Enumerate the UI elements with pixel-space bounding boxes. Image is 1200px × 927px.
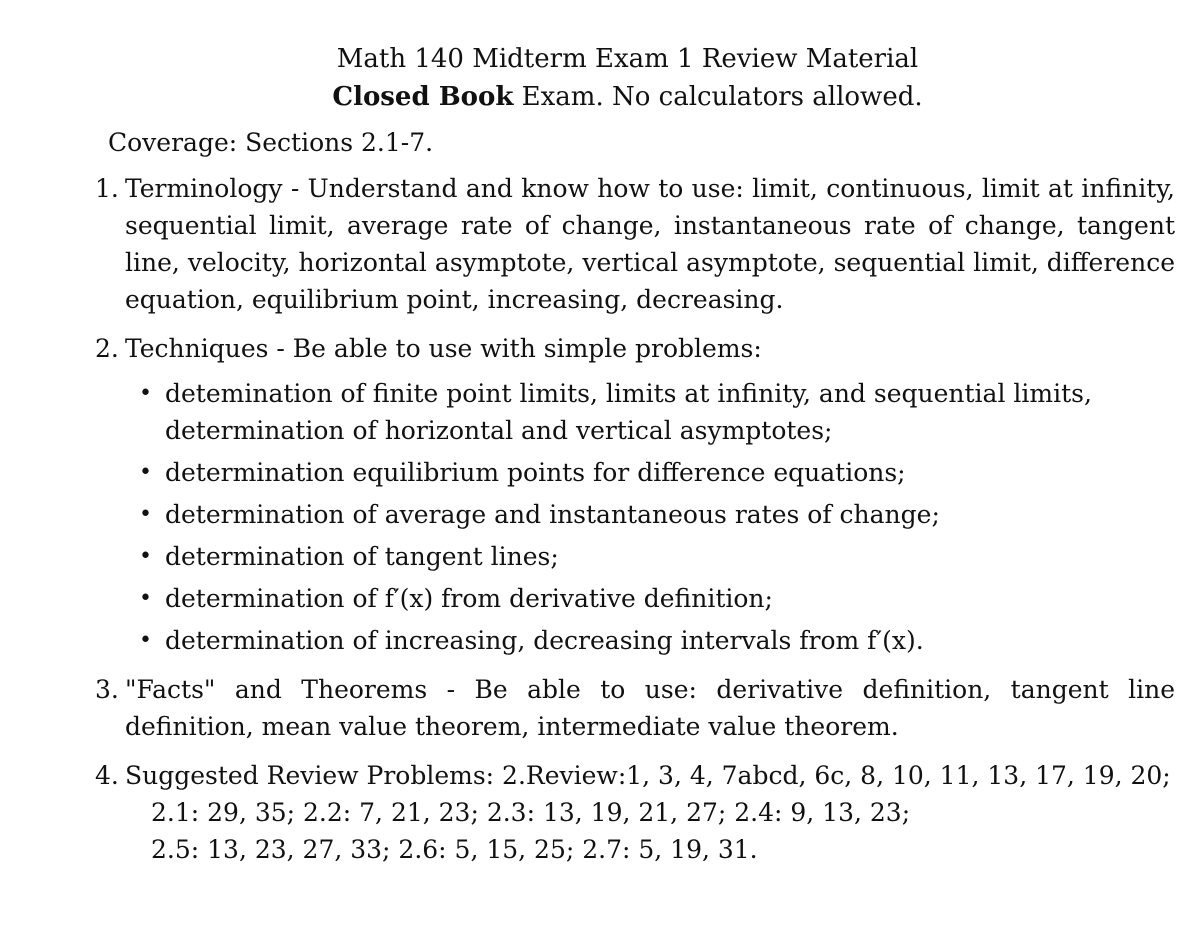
page-subtitle: [0, 78, 1200, 116]
bullet-item: [125, 375, 1175, 449]
problem-line: 2.1: 29, 35; 2.2: 7, 21, 23; 2.3: 13, 19, 21, 27; 2.4: 9, 13, 23;: [151, 798, 911, 827]
list-item-terminology: [95, 170, 1175, 318]
item-number: 3.: [95, 675, 119, 704]
item-text: Techniques - Be able to use with simple problems:: [125, 334, 762, 363]
item-number: 4.: [95, 761, 119, 790]
list-item-facts-theorems: [95, 671, 1175, 745]
bullet-item: [125, 538, 1175, 575]
list-item-techniques: [95, 330, 1175, 659]
bullet-text: determination of average and instantaneous rates of change;: [165, 500, 940, 529]
bullet-icon: •: [139, 502, 152, 527]
bullet-icon: •: [139, 586, 152, 611]
item-text: Terminology - Understand and know how to use: limit, continuous, limit at infinity, sequential limit, average rate of change, instantaneous rate of change, tangent line, velocity, horizontal asymptote, vertical asymptote, sequential limit, difference equation, equilibrium point, increasing, decreasing.: [125, 174, 1175, 314]
problem-line: Suggested Review Problems: 2.Review:1, 3, 4, 7abcd, 6c, 8, 10, 11, 13, 17, 19, 20;: [125, 761, 1171, 790]
bullet-item: [125, 454, 1175, 491]
bullet-text: detemination of finite point limits, limits at infinity, and sequential limits, determination of horizontal and vertical asymptotes;: [165, 379, 1092, 445]
item-text: "Facts" and Theorems - Be able to use: derivative definition, tangent line definition, mean value theorem, intermediate value theorem.: [125, 675, 1175, 741]
coverage-text: Coverage: Sections 2.1-7.: [108, 128, 434, 157]
subtitle-bold: Closed Book: [332, 82, 514, 112]
problem-line: 2.5: 13, 23, 27, 33; 2.6: 5, 15, 25; 2.7: 5, 19, 31.: [151, 835, 758, 864]
techniques-bullet-list: [125, 375, 1175, 659]
bullet-text: determination of f′(x) from derivative definition;: [165, 584, 773, 613]
bullet-icon: •: [139, 381, 152, 406]
document-header: [0, 40, 1200, 116]
bullet-icon: •: [139, 544, 152, 569]
item-number: 1.: [95, 174, 119, 203]
subtitle-rest: Exam. No calculators allowed.: [513, 82, 923, 112]
bullet-text: determination equilibrium points for difference equations;: [165, 458, 906, 487]
list-item-review-problems: [95, 757, 1175, 868]
item-number: 2.: [95, 334, 119, 363]
bullet-item: [125, 496, 1175, 533]
bullet-item: [125, 622, 1175, 659]
bullet-icon: •: [139, 628, 152, 653]
bullet-text: determination of increasing, decreasing intervals from f′(x).: [165, 626, 924, 655]
bullet-item: [125, 580, 1175, 617]
page-title: Math 140 Midterm Exam 1 Review Material: [336, 44, 919, 74]
review-list: [95, 170, 1175, 880]
bullet-text: determination of tangent lines;: [165, 542, 559, 571]
bullet-icon: •: [139, 460, 152, 485]
